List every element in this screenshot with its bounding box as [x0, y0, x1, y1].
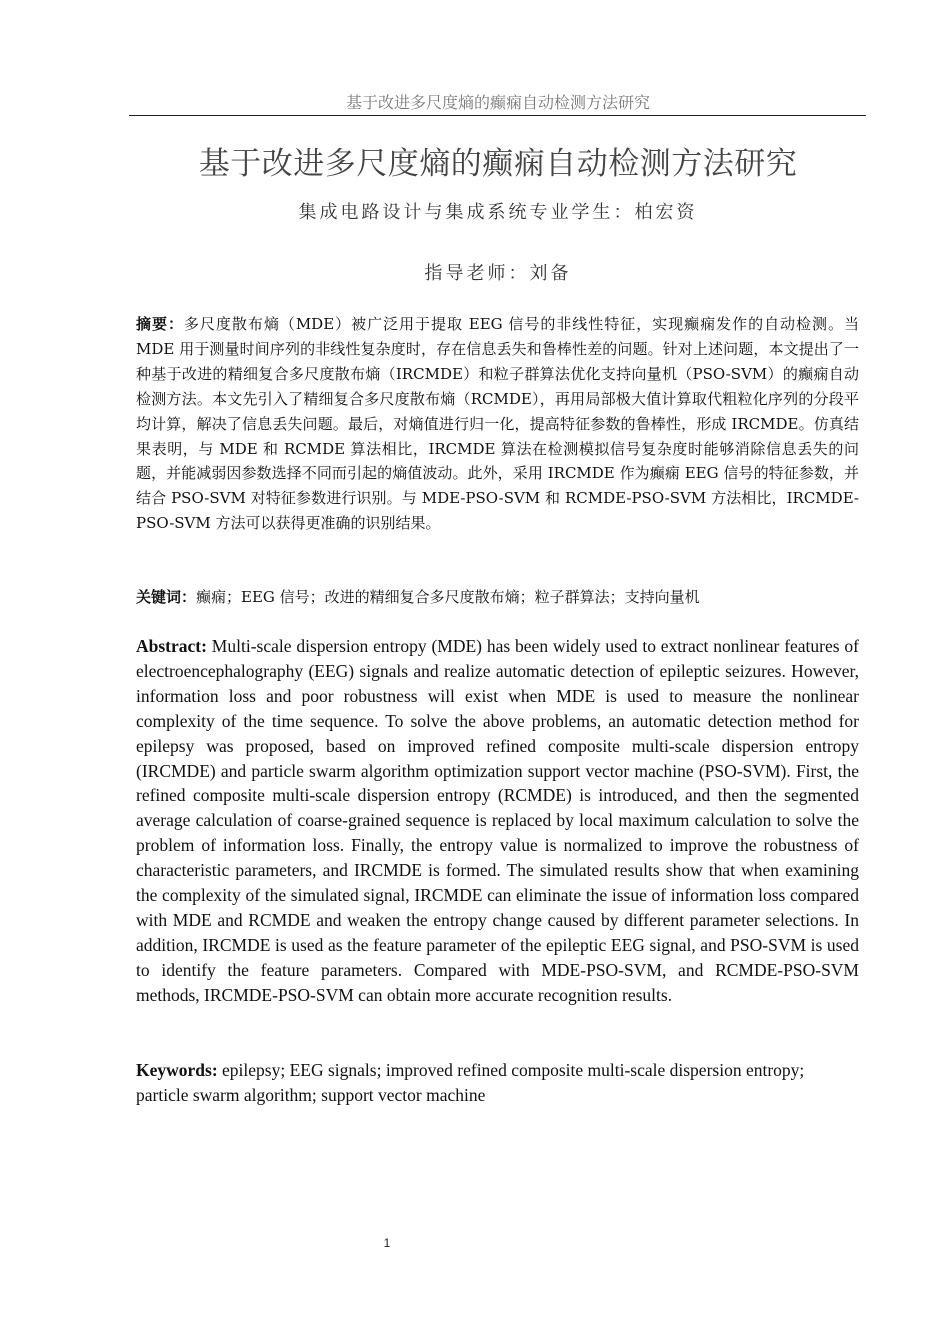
abstract-zh-label: 摘要：: [136, 315, 184, 333]
header-rule: [129, 115, 866, 116]
keywords-en: [136, 1058, 859, 1108]
keywords-en-label: Keywords:: [136, 1060, 218, 1080]
keywords-zh-text: 癫痫；EEG 信号；改进的精细复合多尺度散布熵；粒子群算法；支持向量机: [196, 588, 700, 606]
abstract-en-label: Abstract:: [136, 636, 207, 656]
abstract-en-text: Multi-scale dispersion entropy (MDE) has been widely used to extract nonlinear features of electroencephalography (EEG) signals and realize automatic detection of epileptic seizures. However, information loss and poor robustness will exist when MDE is used to measure the nonlinear complexity of the time sequence. To solve the above problems, an automatic detection method for epilepsy was proposed, based on improved refined composite multi-scale dispersion entropy (IRCMDE) and particle swarm algorithm optimization support vector machine (PSO-SVM). First, the refined composite multi-scale dispersion entropy (RCMDE) is introduced, and then the segmented average calculation of coarse-grained sequence is replaced by local maximum calculation to solve the problem of information loss. Finally, the entropy value is normalized to improve the robustness of characteristic parameters, and IRCMDE is formed. The simulated results show that when examining the complexity of the simulated signal, IRCMDE can eliminate the issue of information loss compared with MDE and RCMDE and weaken the entropy change caused by different parameter selections. In addition, IRCMDE is used as the feature parameter of the epileptic EEG signal, and PSO-SVM is used to identify the feature parameters. Compared with MDE-PSO-SVM, and RCMDE-PSO-SVM methods, IRCMDE-PSO-SVM can obtain more accurate recognition results.: [136, 636, 859, 1005]
keywords-zh: [136, 585, 859, 610]
keywords-zh-label: 关键词：: [136, 588, 197, 606]
page-title: 基于改进多尺度熵的癫痫自动检测方法研究: [198, 146, 798, 182]
keywords-en-text: epilepsy; EEG signals; improved refined composite multi-scale dispersion entropy; particle swarm algorithm; support vector machine: [136, 1060, 805, 1105]
advisor-line: 指导老师：刘备: [424, 263, 572, 284]
page-number: 1: [383, 1236, 391, 1250]
abstract-en: [136, 634, 859, 1008]
running-header: 基于改进多尺度熵的癫痫自动检测方法研究: [345, 93, 650, 112]
student-line: 集成电路设计与集成系统专业学生：柏宏资: [298, 202, 698, 223]
abstract-zh: [136, 312, 859, 536]
abstract-zh-text: 多尺度散布熵（MDE）被广泛用于提取 EEG 信号的非线性特征，实现癫痫发作的自动检测。当 MDE 用于测量时间序列的非线性复杂度时，存在信息丢失和鲁棒性差的问题。针对上述问题，本文提出了一种基于改进的精细复合多尺度散布熵（IRCMDE）和粒子群算法优化支持向量机（PSO-SVM）的癫痫自动检测方法。本文先引入了精细复合多尺度散布熵（RCMDE），再用局部极大值计算取代粗粒化序列的分段平均计算，解决了信息丢失问题。最后，对熵值进行归一化，提高特征参数的鲁棒性，形成 IRCMDE。仿真结果表明，与 MDE 和 RCMDE 算法相比，IRCMDE 算法在检测模拟信号复杂度时能够消除信息丢失的问题，并能减弱因参数选择不同而引起的熵值波动。此外，采用 IRCMDE 作为癫痫 EEG 信号的特征参数，并结合 PSO-SVM 对特征参数进行识别。与 MDE-PSO-SVM 和 RCMDE-PSO-SVM 方法相比，IRCMDE-PSO-SVM 方法可以获得更准确的识别结果。: [136, 315, 859, 533]
